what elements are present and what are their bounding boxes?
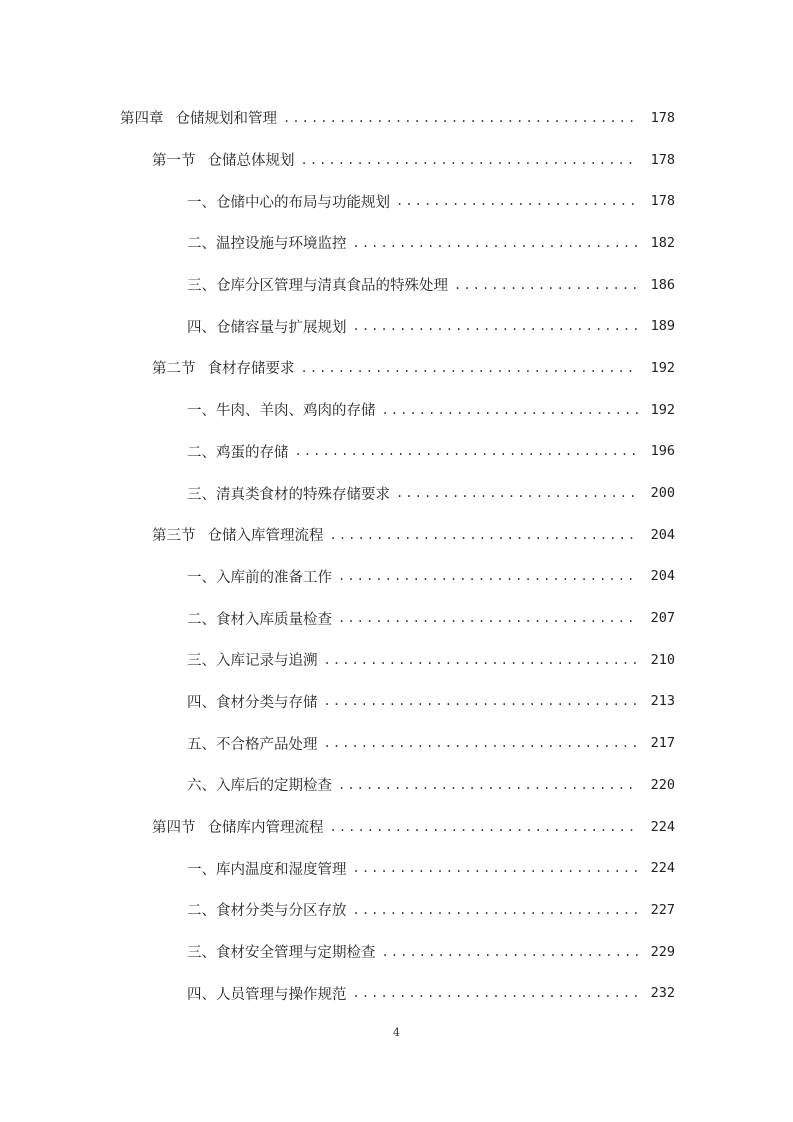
toc-entry[interactable] xyxy=(0,472,793,514)
toc-entry-page: 189 xyxy=(650,318,675,335)
toc-entry-page: 196 xyxy=(650,443,675,460)
dot-leader xyxy=(295,444,640,458)
toc-entry-number: 五、 xyxy=(187,736,216,753)
toc-entry-title: 食材安全管理与定期检查 xyxy=(216,945,376,962)
dot-leader xyxy=(324,653,640,667)
dot-leader xyxy=(324,736,640,750)
dot-leader xyxy=(353,319,640,333)
toc-entry-page: 192 xyxy=(650,359,675,376)
toc-entry-title: 入库后的定期检查 xyxy=(216,778,332,795)
toc-entry[interactable] xyxy=(0,597,793,639)
toc-entry-number: 三、 xyxy=(187,653,216,670)
toc-entry-number: 三、 xyxy=(187,945,216,962)
dot-leader xyxy=(324,694,640,708)
dot-leader xyxy=(330,820,640,834)
toc-entry-number: 三、 xyxy=(187,486,216,503)
toc-entry-number: 四、 xyxy=(187,694,216,711)
toc-entry[interactable] xyxy=(0,972,793,1014)
toc-entry-page: 220 xyxy=(650,776,675,793)
toc-entry-page: 200 xyxy=(650,485,675,502)
toc-entry-number: 第四节 xyxy=(152,820,196,837)
dot-leader xyxy=(338,611,639,625)
toc-entry-title: 仓储库内管理流程 xyxy=(207,820,324,837)
toc-entry-number: 第一节 xyxy=(152,153,196,170)
toc-entry-number: 二、 xyxy=(187,444,216,461)
toc-entry-number: 第二节 xyxy=(152,361,196,378)
dot-leader xyxy=(396,194,639,208)
toc-entry-title: 牛肉、羊肉、鸡肉的存储 xyxy=(216,403,376,420)
toc-entry-page: 182 xyxy=(650,234,675,251)
toc-entry-page: 232 xyxy=(650,985,675,1002)
toc-entry-page: 192 xyxy=(650,401,675,418)
toc-entry[interactable] xyxy=(0,180,793,222)
toc-entry[interactable] xyxy=(0,889,793,931)
toc-entry-number: 第四章 xyxy=(120,111,164,128)
dot-leader xyxy=(301,153,640,167)
toc-entry-title: 食材入库质量检查 xyxy=(216,611,332,628)
dot-leader xyxy=(330,528,640,542)
dot-leader xyxy=(301,361,640,375)
toc-entry-number: 二、 xyxy=(187,903,216,920)
toc-entry-title: 仓储总体规划 xyxy=(207,153,295,170)
toc-entry-number: 四、 xyxy=(187,319,216,336)
toc-entry[interactable] xyxy=(0,681,793,723)
dot-leader xyxy=(338,778,639,792)
dot-leader xyxy=(353,236,640,250)
toc-entry-number: 一、 xyxy=(187,569,216,586)
dot-leader xyxy=(353,903,640,917)
dot-leader xyxy=(396,486,639,500)
toc-entry-title: 仓储容量与扩展规划 xyxy=(216,319,347,336)
toc-entry[interactable] xyxy=(0,389,793,431)
toc-entry-title: 食材分类与存储 xyxy=(216,694,318,711)
page-number: 4 xyxy=(393,1026,400,1039)
toc-entry-page: 229 xyxy=(650,943,675,960)
toc-entry[interactable] xyxy=(0,139,793,181)
toc-entry-page: 204 xyxy=(650,526,675,543)
toc-entry-number: 一、 xyxy=(187,194,216,211)
toc-entry-title: 仓储入库管理流程 xyxy=(207,528,324,545)
toc-entry-page: 224 xyxy=(650,860,675,877)
toc-entry-page: 178 xyxy=(650,109,675,126)
toc-entry-page: 227 xyxy=(650,901,675,918)
toc-entry-page: 224 xyxy=(650,818,675,835)
toc-entry-title: 仓储中心的布局与功能规划 xyxy=(216,194,390,211)
toc-entry[interactable] xyxy=(0,556,793,598)
toc-entry-number: 三、 xyxy=(187,278,216,295)
toc-entry-title: 仓库分区管理与清真食品的特殊处理 xyxy=(216,278,448,295)
toc-entry-number: 六、 xyxy=(187,778,216,795)
toc-entry[interactable] xyxy=(0,305,793,347)
toc-entry-number: 一、 xyxy=(187,403,216,420)
toc-entry-title: 入库记录与追溯 xyxy=(216,653,318,670)
toc-entry[interactable] xyxy=(0,347,793,389)
toc-entry-title: 温控设施与环境监控 xyxy=(216,236,347,253)
toc-entry-page: 217 xyxy=(650,735,675,752)
dot-leader xyxy=(454,278,639,292)
dot-leader xyxy=(353,861,640,875)
toc-entry[interactable] xyxy=(0,639,793,681)
toc-entry-title: 鸡蛋的存储 xyxy=(216,444,289,461)
toc-entry-number: 四、 xyxy=(187,986,216,1003)
dot-leader xyxy=(338,569,639,583)
toc-entry[interactable] xyxy=(0,931,793,973)
toc-entry-number: 第三节 xyxy=(152,528,196,545)
dot-leader xyxy=(283,111,639,125)
toc-entry-number: 一、 xyxy=(187,861,216,878)
table-of-contents xyxy=(0,97,793,1014)
toc-entry-title: 不合格产品处理 xyxy=(216,736,318,753)
toc-entry-number: 二、 xyxy=(187,611,216,628)
toc-entry-page: 178 xyxy=(650,151,675,168)
dot-leader xyxy=(382,945,640,959)
toc-entry[interactable] xyxy=(0,431,793,473)
toc-entry[interactable] xyxy=(0,222,793,264)
toc-entry-page: 210 xyxy=(650,651,675,668)
toc-entry[interactable] xyxy=(0,847,793,889)
toc-entry[interactable] xyxy=(0,264,793,306)
toc-entry-page: 204 xyxy=(650,568,675,585)
toc-entry[interactable] xyxy=(0,514,793,556)
toc-entry[interactable] xyxy=(0,97,793,139)
toc-entry-title: 入库前的准备工作 xyxy=(216,569,332,586)
dot-leader xyxy=(382,403,640,417)
toc-entry[interactable] xyxy=(0,806,793,848)
dot-leader xyxy=(353,986,640,1000)
toc-entry-page: 178 xyxy=(650,193,675,210)
toc-entry-page: 213 xyxy=(650,693,675,710)
toc-entry-title: 仓储规划和管理 xyxy=(175,111,277,128)
toc-entry-title: 库内温度和湿度管理 xyxy=(216,861,347,878)
toc-entry[interactable] xyxy=(0,722,793,764)
toc-entry-title: 人员管理与操作规范 xyxy=(216,986,347,1003)
toc-entry[interactable] xyxy=(0,764,793,806)
toc-entry-title: 食材存储要求 xyxy=(207,361,295,378)
toc-entry-title: 食材分类与分区存放 xyxy=(216,903,347,920)
toc-entry-page: 207 xyxy=(650,610,675,627)
toc-entry-number: 二、 xyxy=(187,236,216,253)
toc-entry-title: 清真类食材的特殊存储要求 xyxy=(216,486,390,503)
toc-entry-page: 186 xyxy=(650,276,675,293)
